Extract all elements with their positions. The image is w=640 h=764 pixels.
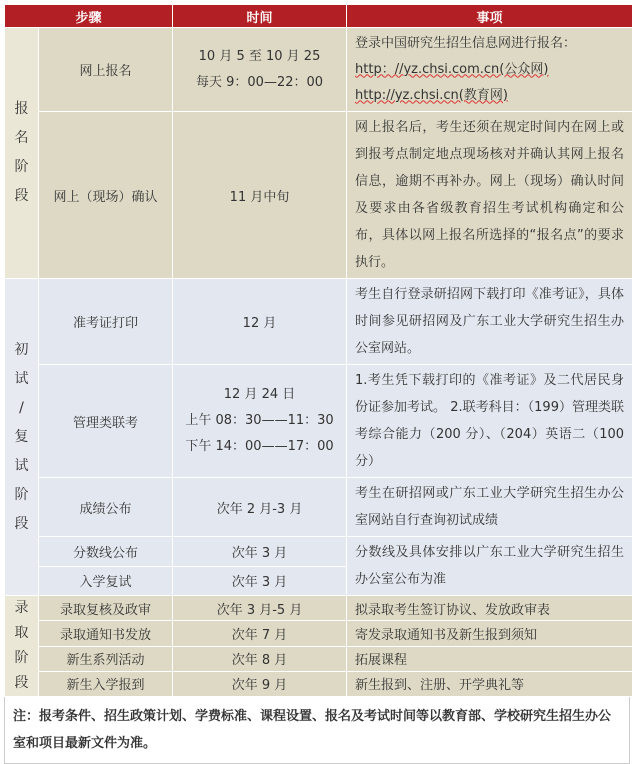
stage-admit xyxy=(5,596,39,697)
time-line: 上午 08：30——11：30 xyxy=(185,413,334,428)
item-line: 登录中国研究生招生信息网进行报名： xyxy=(355,35,577,51)
stage-exam xyxy=(5,279,39,596)
item-cell: 考生在研招网或广东工业大学研究生招生办公室网站自行查询初试成绩 xyxy=(347,478,633,537)
table-row xyxy=(5,671,633,696)
stage-char: 段 xyxy=(14,675,29,691)
time-cell: 次年 8 月 xyxy=(173,646,347,671)
time-cell: 12 月 xyxy=(173,279,347,365)
time-line: 10 月 5 至 10 月 25 xyxy=(198,48,321,64)
table-row xyxy=(5,478,633,537)
schedule-container xyxy=(4,4,632,764)
step-cell: 录取复核及政审 xyxy=(39,596,173,621)
time-cell: 次年 3 月-5 月 xyxy=(173,596,347,621)
time-cell: 次年 2 月-3 月 xyxy=(173,478,347,537)
time-cell: 11 月中旬 xyxy=(173,112,347,279)
table-row xyxy=(5,279,633,365)
step-cell: 入学复试 xyxy=(39,566,173,596)
item-cell: 考生自行登录研招网下载打印《准考证》，具体时间参见研招网及广东工业大学研究生招生办公室网站。 xyxy=(347,279,633,365)
table-row xyxy=(5,621,633,646)
table-header-row xyxy=(5,5,633,28)
stage-char: 试 xyxy=(14,457,29,474)
item-cell: 网上报名后，考生还须在规定时间内在网上或到报考点制定地点现场核对并确认其网上报名信息，逾期不再补办。网上（现场）确认时间及要求由各省级教育招生考试机构确定和公布，具体以网上报名所选择的“报名点”的要求执行。 xyxy=(347,112,633,279)
stage-char: 段 xyxy=(14,515,29,532)
stage-char: 报 xyxy=(14,101,29,117)
time-cell: 次年 3 月 xyxy=(173,537,347,567)
item-cell: 寄发录取通知书及新生报到须知 xyxy=(347,621,633,646)
item-cell: 分数线及具体安排以广东工业大学研究生招生办公室公布为准 xyxy=(347,537,633,596)
step-cell: 管理类联考 xyxy=(39,365,173,478)
step-cell: 新生系列活动 xyxy=(39,646,173,671)
table-row xyxy=(5,596,633,621)
time-line: 每天 9：00—22：00 xyxy=(196,74,324,90)
item-cell xyxy=(347,28,633,112)
stage-char: 名 xyxy=(14,130,29,146)
item-cell: 拟录取考生签订协议、发放政审表 xyxy=(347,596,633,621)
stage-char: 复 xyxy=(14,428,29,445)
step-cell: 成绩公布 xyxy=(39,478,173,537)
step-cell: 新生入学报到 xyxy=(39,671,173,696)
step-cell: 网上（现场）确认 xyxy=(39,112,173,279)
time-cell xyxy=(173,365,347,478)
table-row xyxy=(5,537,633,567)
item-cell: 拓展课程 xyxy=(347,646,633,671)
time-cell: 次年 9 月 xyxy=(173,671,347,696)
stage-char: 段 xyxy=(14,188,29,204)
stage-char: 阶 xyxy=(14,159,29,175)
table-row xyxy=(5,365,633,478)
item-cell: 1.考生凭下载打印的《准考证》及二代居民身份证参加考试。 2.联考科目：（199）管理类联考综合能力（200 分）、（204）英语二（100 分） xyxy=(347,365,633,478)
item-cell: 新生报到、注册、开学典礼等 xyxy=(347,671,633,696)
header-time: 时间 xyxy=(173,5,347,28)
stage-char: 试 xyxy=(14,370,29,387)
step-cell: 录取通知书发放 xyxy=(39,621,173,646)
stage-char: 录 xyxy=(14,600,29,616)
table-row xyxy=(5,112,633,279)
admission-schedule-table xyxy=(4,4,633,697)
header-item: 事项 xyxy=(347,5,633,28)
stage-register xyxy=(5,28,39,279)
stage-char: 取 xyxy=(14,625,29,641)
header-step: 步骤 xyxy=(5,5,173,28)
time-line: 12 月 24 日 xyxy=(223,387,296,402)
time-cell: 次年 7 月 xyxy=(173,621,347,646)
stage-char: 阶 xyxy=(14,650,29,666)
stage-char: / xyxy=(19,399,24,416)
step-cell: 准考证打印 xyxy=(39,279,173,365)
edu-network-link[interactable]: http://yz.chsi.cn(教育网) xyxy=(355,87,508,103)
step-cell: 分数线公布 xyxy=(39,537,173,567)
stage-char: 初 xyxy=(14,341,29,358)
table-row xyxy=(5,28,633,112)
time-cell: 次年 3 月 xyxy=(173,566,347,596)
public-network-link[interactable]: http：//yz.chsi.com.cn(公众网) xyxy=(355,61,549,77)
stage-char: 阶 xyxy=(14,486,29,503)
time-cell xyxy=(173,28,347,112)
step-cell: 网上报名 xyxy=(39,28,173,112)
time-line: 下午 14：00——17：00 xyxy=(185,439,334,454)
table-row xyxy=(5,646,633,671)
footnote: 注：报考条件、招生政策计划、学费标准、课程设置、报名及考试时间等以教育部、学校研究生招生办公室和项目最新文件为准。 xyxy=(4,697,630,764)
